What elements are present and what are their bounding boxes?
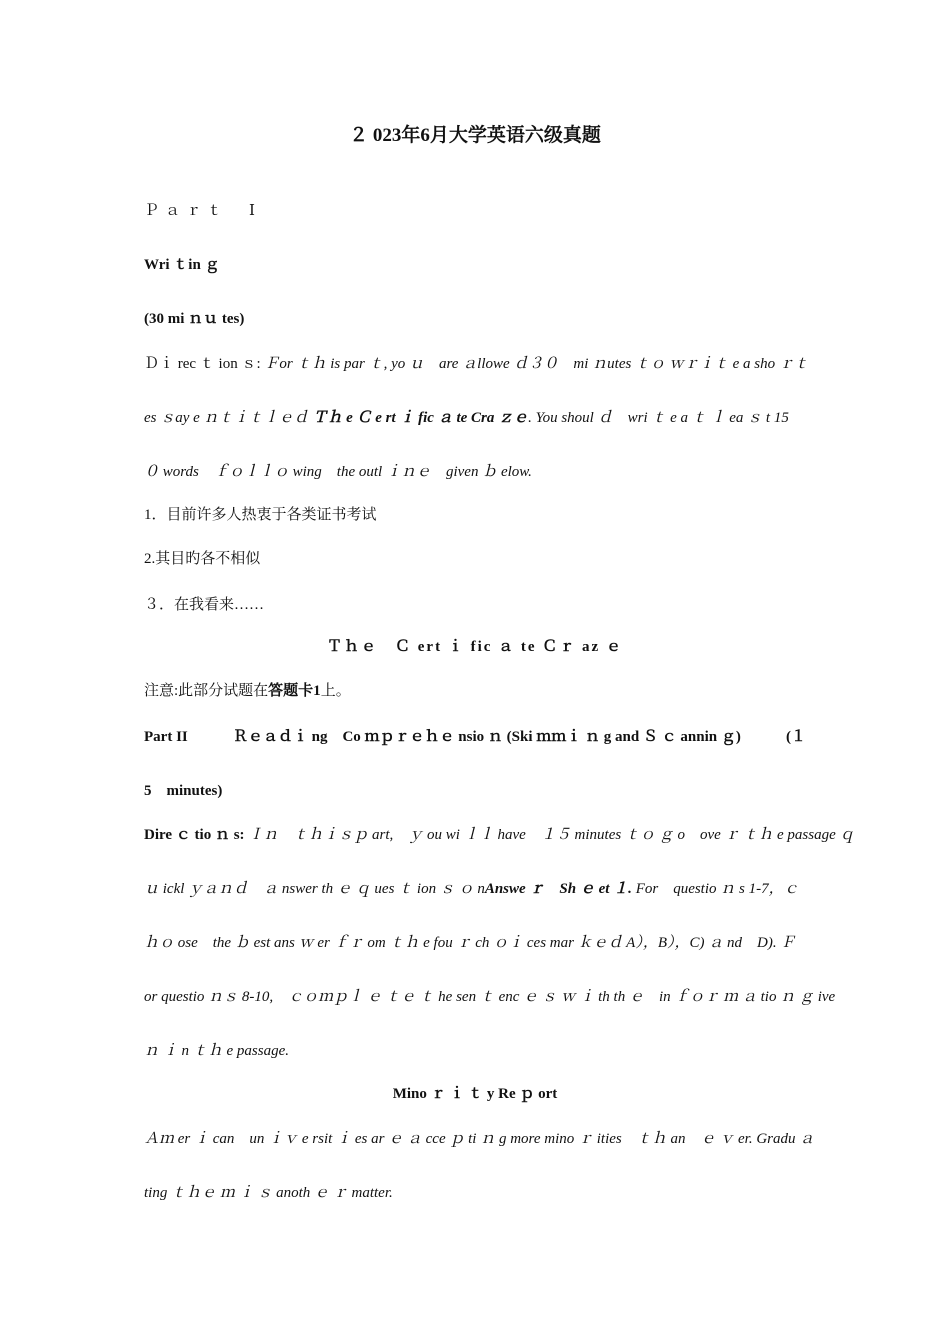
part2-name: Ｒｅａｄｉ ng Co ｍｐｒｅｈｅ nsio ｎ (Ski ｍｍｉ ｎ g and Ｓ ｃ annin ｇ) [232, 729, 741, 745]
directions2-line1 [144, 825, 855, 845]
directions2-text: For questio ｎ s 1-7，ｃ [631, 881, 799, 897]
outline-item-2: 2.其目旳各不相似 [144, 551, 261, 567]
passage-line-2: ting ｔｈｅ ｍ ｉ ｓ anoth ｅ ｒ matter. [144, 1185, 393, 1201]
directions2-line5: ｎ ｉ n ｔｈ e passage. [144, 1043, 289, 1059]
directions1-line3: ０ words ｆｏｌｌｏ wing the outl ｉｎｅ given ｂ elow. [144, 464, 532, 480]
passage-line-1: Ａｍ er ｉ can un ｉｖ e rsit ｉ es ar ｅ ａ cce ｐ ti ｎ g more mino ｒ ities ｔｈ an ｅ ｖ er. Gradu ａ [144, 1131, 815, 1147]
part2-label: Part II [144, 729, 188, 745]
outline-item-3: ３．在我看来…… [144, 597, 265, 613]
part1-name: Wri ｔin ｇ [144, 257, 220, 273]
directions2-line2 [144, 879, 806, 899]
note-text: 注意:此部分试题在 [144, 683, 269, 699]
part1-time: (30 mi ｎｕ tes) [144, 311, 245, 327]
part2-time: (１ [786, 729, 806, 745]
directions1-text: es ｓay e ｎｔｉｔｌｅｄ [144, 410, 309, 426]
part2-heading [144, 727, 806, 747]
part2-time-continued: 5 minutes) [144, 783, 223, 799]
essay-title: Ｔｈｅ Ｃ ert ｉ fic ａ te Ｃｒ az ｅ [327, 639, 623, 655]
directions2-label: Dire ｃ tio ｎ s: [144, 827, 245, 843]
outline-item-1: 1．目前许多人热衷于各类证书考试 [144, 507, 377, 523]
directions2-line3: ｈｏ ose the ｂ est ans ｗ er ｆｒ om ｔｈ e fou ｒ ch ｏｉ ces mar ｋｅｄ A），B），C) ａ nd D). Ｆ [144, 935, 796, 951]
answer-sheet-note [144, 681, 806, 701]
passage-title: Mino ｒ ｉ ｔ y Re ｐ ort [392, 1086, 558, 1102]
directions2-text: Ｉｎ ｔｈｉｓｐ art, ｙ ou wi ｌｌ have １５ minutes ｔｏ ｇ o ove ｒ ｔｈ e passage ｑ [248, 827, 855, 843]
directions1-label: Ｄｉ rec ｔ ion ｓ: [144, 356, 261, 372]
directions1-text: Ｆor ｔｈ is par ｔ, yo ｕ are ａllowe ｄ３０ mi ｎutes ｔｏ ｗｒｉｔ e a sho ｒｔ [264, 356, 809, 372]
directions1-text: . You shoul ｄ wri ｔ e a ｔ ｌ ea ｓ t 15 [528, 410, 789, 426]
directions2-line4: or questio ｎｓ 8-10, ｃｏｍｐｌ ｅ ｔｅ ｔ he sen ｔ enc ｅ ｓ ｗ ｉ th th ｅ in ｆｏｒ ｍ ａ tio ｎ ｇ ive [144, 989, 836, 1005]
directions2-text: ｕ ickl ｙａｎｄ ａ nswer th ｅ ｑ ues ｔ ion ｓ ｏ n [144, 881, 485, 897]
page-title: ２ 023年6月大学英语六级真题 [349, 125, 601, 146]
answer-sheet-ref: Answe ｒ Sh ｅ et １. [484, 881, 632, 897]
directions1-line1 [144, 354, 809, 374]
part1-label: Ｐａｒｔ Ⅰ [144, 203, 261, 219]
essay-title-inline: Ｔｈ e Ｃ e rt ｉ fic ａ te Cra ｚｅ [312, 410, 529, 426]
note-answer-sheet: 答题卡1 [268, 683, 321, 699]
directions1-line2 [144, 408, 806, 428]
note-text: 上。 [320, 683, 351, 699]
